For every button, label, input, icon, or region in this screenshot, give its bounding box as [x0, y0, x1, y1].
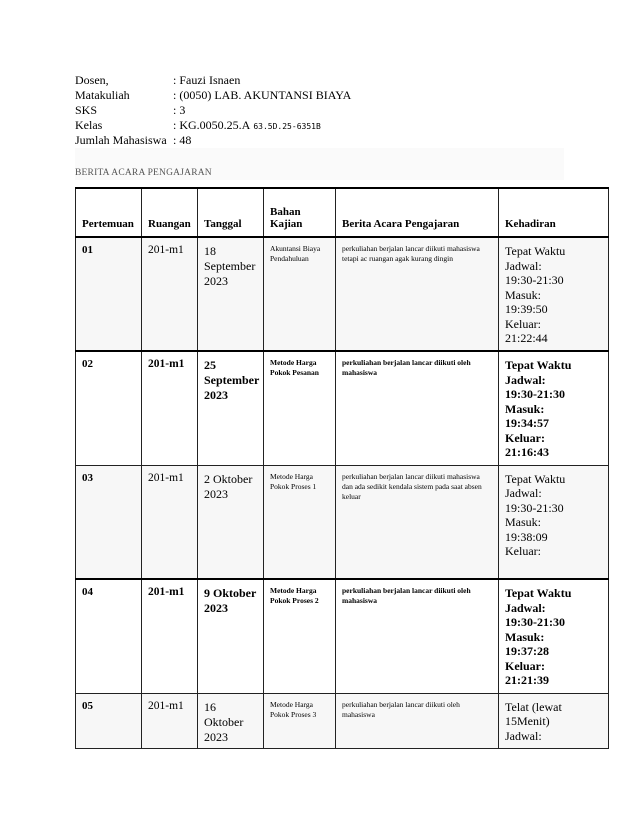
- header-tanggal: Tanggal: [198, 188, 264, 237]
- masuk-value: 19:38:09: [505, 529, 548, 544]
- keluar-label: Keluar:: [505, 430, 545, 445]
- cell-kehadiran: [499, 351, 609, 465]
- masuk-value: 19:37:28: [505, 644, 549, 658]
- cell-bahan-kajian: Metode Harga Pokok Proses 1: [264, 465, 336, 579]
- kelas-value: [173, 118, 321, 133]
- cell-tanggal: 2 Oktober 2023: [198, 465, 264, 579]
- cell-ruangan: 201-m1: [142, 465, 198, 579]
- table-row: [76, 579, 609, 693]
- cell-pertemuan: 04: [76, 579, 142, 693]
- kelas-label: Kelas: [75, 118, 103, 132]
- cell-pertemuan: 03: [76, 465, 142, 579]
- cell-berita-acara: perkuliahan berjalan lancar diikuti oleh mahasiswa: [336, 693, 499, 748]
- keluar-label: Keluar:: [505, 544, 541, 558]
- attendance-status: Tepat Waktu: [505, 471, 566, 486]
- jadwal-value: 19:30-21:30: [505, 615, 565, 629]
- jadwal-value: 19:30-21:30: [505, 500, 564, 515]
- kelas-value-text: : KG.0050.25.A: [173, 118, 251, 132]
- cell-tanggal: 25 September 2023: [198, 351, 264, 465]
- cell-tanggal: 9 Oktober 2023: [198, 579, 264, 693]
- attendance-status: Telat (lewat 15Menit): [505, 699, 562, 728]
- jadwal-value: 19:30-21:30: [505, 273, 564, 287]
- jadwal-label: Jadwal:: [505, 728, 542, 743]
- jumlah-label: Jumlah Mahasiswa: [75, 133, 167, 147]
- cell-pertemuan: 02: [76, 351, 142, 465]
- cell-tanggal: 16 Oktober 2023: [198, 693, 264, 748]
- cell-bahan-kajian: Metode Harga Pokok Proses 2: [264, 579, 336, 693]
- cell-ruangan: 201-m1: [142, 351, 198, 465]
- cell-kehadiran: [499, 237, 609, 351]
- header-bahan-kajian: Bahan Kajian: [264, 188, 336, 237]
- course-info: [75, 73, 351, 148]
- cell-berita-acara: perkuliahan berjalan lancar diikuti mahasiswa dan ada sedikit kendala sistem pada saat absen keluar: [336, 465, 499, 579]
- info-row-dosen: [75, 73, 351, 88]
- masuk-label: Masuk:: [505, 515, 541, 529]
- berita-acara-table: [75, 187, 609, 749]
- cell-bahan-kajian: Metode Harga Pokok Proses 3: [264, 693, 336, 748]
- keluar-label: Keluar:: [505, 316, 541, 331]
- masuk-label: Masuk:: [505, 287, 541, 302]
- masuk-label: Masuk:: [505, 401, 545, 416]
- info-row-sks: [75, 103, 351, 118]
- table-row: [76, 465, 609, 579]
- masuk-value: 19:39:50: [505, 302, 548, 316]
- info-row-matakuliah: [75, 88, 351, 103]
- cell-kehadiran: [499, 579, 609, 693]
- kelas-code: 63.5D.25-6351B: [253, 122, 321, 131]
- info-row-kelas: [75, 118, 351, 133]
- cell-berita-acara: perkuliahan berjalan lancar diikuti mahasiswa tetapi ac ruangan agak kurang dingin: [336, 237, 499, 351]
- table-header-row: [76, 188, 609, 237]
- keluar-value: 21:16:43: [505, 445, 549, 459]
- cell-bahan-kajian: Metode Harga Pokok Pesanan: [264, 351, 336, 465]
- keluar-value: 21:22:44: [505, 331, 548, 345]
- jadwal-label: Jadwal:: [505, 600, 546, 615]
- cell-ruangan: 201-m1: [142, 579, 198, 693]
- sks-value: : 3: [173, 103, 186, 117]
- cell-ruangan: 201-m1: [142, 693, 198, 748]
- jadwal-label: Jadwal:: [505, 486, 542, 500]
- cell-berita-acara: perkuliahan berjalan lancar diikuti oleh mahasiswa: [336, 351, 499, 465]
- table-row: [76, 693, 609, 748]
- header-pertemuan: Pertemuan: [76, 188, 142, 237]
- attendance-status: Tepat Waktu: [505, 586, 572, 600]
- cell-kehadiran: [499, 693, 609, 748]
- info-row-jumlah: [75, 133, 351, 148]
- header-berita-acara: Berita Acara Pengajaran: [336, 188, 499, 237]
- jadwal-label: Jadwal:: [505, 258, 542, 273]
- cell-pertemuan: 01: [76, 237, 142, 351]
- section-title: BERITA ACARA PENGAJARAN: [75, 148, 564, 180]
- cell-ruangan: 201-m1: [142, 237, 198, 351]
- masuk-label: Masuk:: [505, 629, 545, 644]
- masuk-value: 19:34:57: [505, 416, 549, 430]
- dosen-value: : Fauzi Isnaen: [173, 73, 241, 87]
- header-ruangan: Ruangan: [142, 188, 198, 237]
- header-kehadiran: Kehadiran: [499, 188, 609, 237]
- jumlah-value: : 48: [173, 133, 192, 147]
- matakuliah-label: Matakuliah: [75, 88, 130, 102]
- cell-kehadiran: [499, 465, 609, 579]
- sks-label: SKS: [75, 103, 98, 117]
- jadwal-label: Jadwal:: [505, 372, 546, 387]
- cell-pertemuan: 05: [76, 693, 142, 748]
- keluar-label: Keluar:: [505, 658, 545, 673]
- matakuliah-value: : (0050) LAB. AKUNTANSI BIAYA: [173, 88, 352, 102]
- cell-bahan-kajian: Akuntansi Biaya Pendahuluan: [264, 237, 336, 351]
- table-row: [76, 351, 609, 465]
- cell-berita-acara: perkuliahan berjalan lancar diikuti oleh mahasiswa: [336, 579, 499, 693]
- cell-tanggal: 18 September 2023: [198, 237, 264, 351]
- attendance-status: Tepat Waktu: [505, 244, 566, 258]
- keluar-value: 21:21:39: [505, 673, 549, 687]
- attendance-status: Tepat Waktu: [505, 358, 572, 372]
- jadwal-value: 19:30-21:30: [505, 387, 565, 401]
- dosen-label: Dosen,: [75, 73, 109, 87]
- table-row: [76, 237, 609, 351]
